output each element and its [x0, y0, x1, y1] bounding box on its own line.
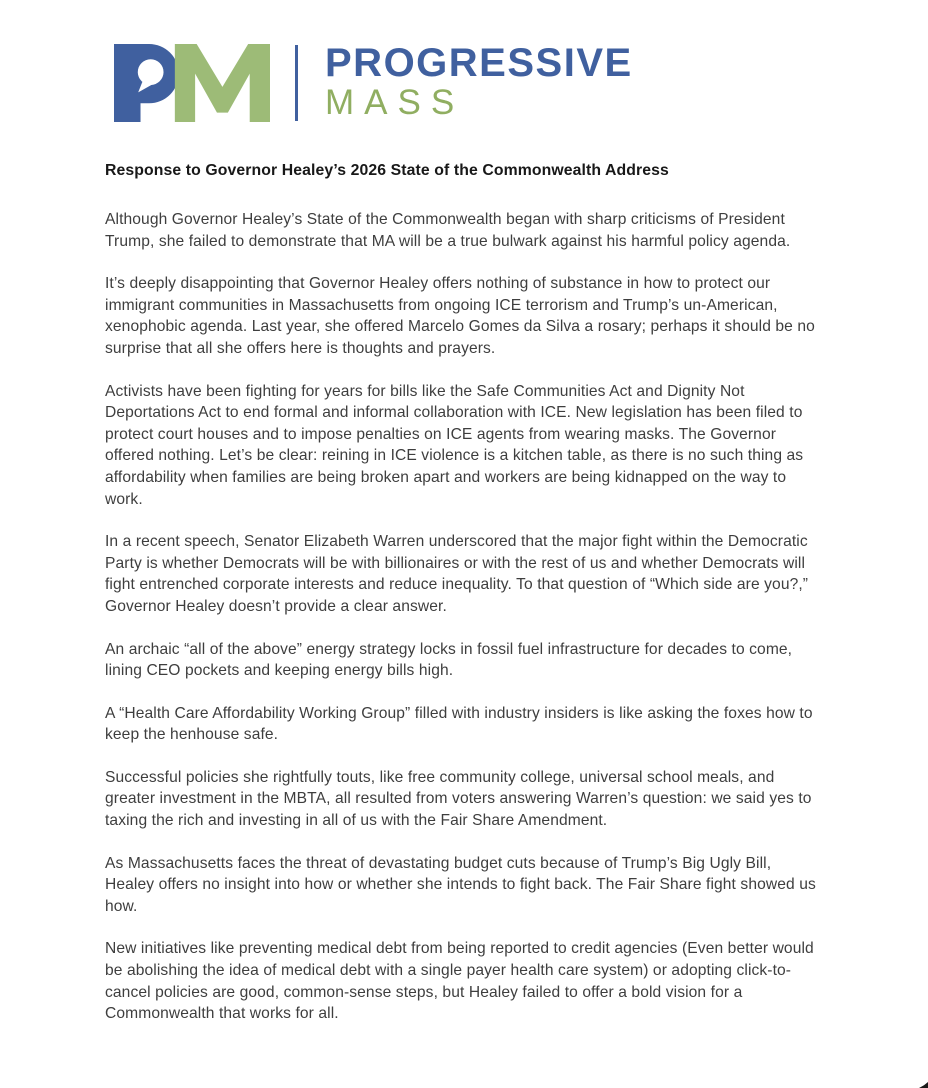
statement-paragraph-7: Successful policies she rightfully touts, like free community college, universal school meals, and greater investment in the MBTA, all resulted from voters answering Warren’s question: we said yes to taxing the rich and investing in all of us with the Fair Share Amendment. — [105, 768, 812, 830]
logo-wordmark — [325, 43, 633, 123]
statement-title: Response to Governor Healey’s 2026 State of the Commonwealth Address — [105, 162, 669, 179]
statement-paragraph-6: A “Health Care Affordability Working Group” filled with industry insiders is like asking the foxes how to keep the henhouse safe. — [105, 704, 813, 744]
pm-monogram-icon — [114, 44, 270, 122]
wordmark-mass: MASS — [325, 83, 465, 122]
statement-paragraph-5: An archaic “all of the above” energy strategy locks in fossil fuel infrastructure for decades to come, lining CEO pockets and keeping energy bills high. — [105, 640, 793, 680]
statement-paragraph-9: New initiatives like preventing medical debt from being reported to credit agencies (Even better would be abolishing the idea of medical debt with a single payer health care system) or adopting click-to-cancel policies are good, common-sense steps, but Healey failed to offer a bold vision for a Commonwealth that works for all. — [105, 940, 814, 1023]
letter-m-shape — [175, 44, 270, 122]
statement-paragraph-2: It’s deeply disappointing that Governor Healey offers nothing of substance in how to protect our immigrant communities in Massachusetts from ongoing ICE terrorism and Trump’s un-American, xenophobic agenda. Last year, she offered Marcelo Gomes da Silva a rosary; perhaps it should be no surprise that all she offers here is thoughts and prayers. — [105, 275, 815, 357]
statement-paragraph-3: Activists have been fighting for years for bills like the Safe Communities Act and Dignity Not Deportations Act to end formal and informal collaboration with ICE. New legislation has been filed to protect court houses and to impose penalties on ICE agents from wearing masks. The Governor offered nothing. Let’s be clear: reining in ICE violence is a kitchen table, as there is no such thing as affordability when families are being broken apart and workers are being kidnapped on the way to work. — [105, 382, 804, 508]
statement-body — [105, 160, 823, 1046]
statement-paragraph-4: In a recent speech, Senator Elizabeth Warren underscored that the major fight within the Democratic Party is whether Democrats will be with billionaires or with the rest of us and whether Democrats will fight entrenched corporate interests and reduce inequality. To that question of “Which side are you?,” Governor Healey doesn’t provide a clear answer. — [105, 533, 809, 615]
statement-paragraph-8: As Massachusetts faces the threat of devastating budget cuts because of Trump’s Big Ugly Bill, Healey offers no insight into how or whether she intends to fight back. The Fair Share fight showed us how. — [105, 854, 816, 915]
statement-paragraph-1: Although Governor Healey’s State of the Commonwealth began with sharp criticisms of President Trump, she failed to demonstrate that MA will be a true bulwark against his harmful policy agenda. — [105, 211, 791, 250]
logo-divider — [295, 45, 298, 121]
progressive-mass-logo — [114, 42, 633, 124]
wordmark-progressive: PROGRESSIVE — [325, 41, 633, 85]
cursor-artifact — [919, 1082, 928, 1088]
